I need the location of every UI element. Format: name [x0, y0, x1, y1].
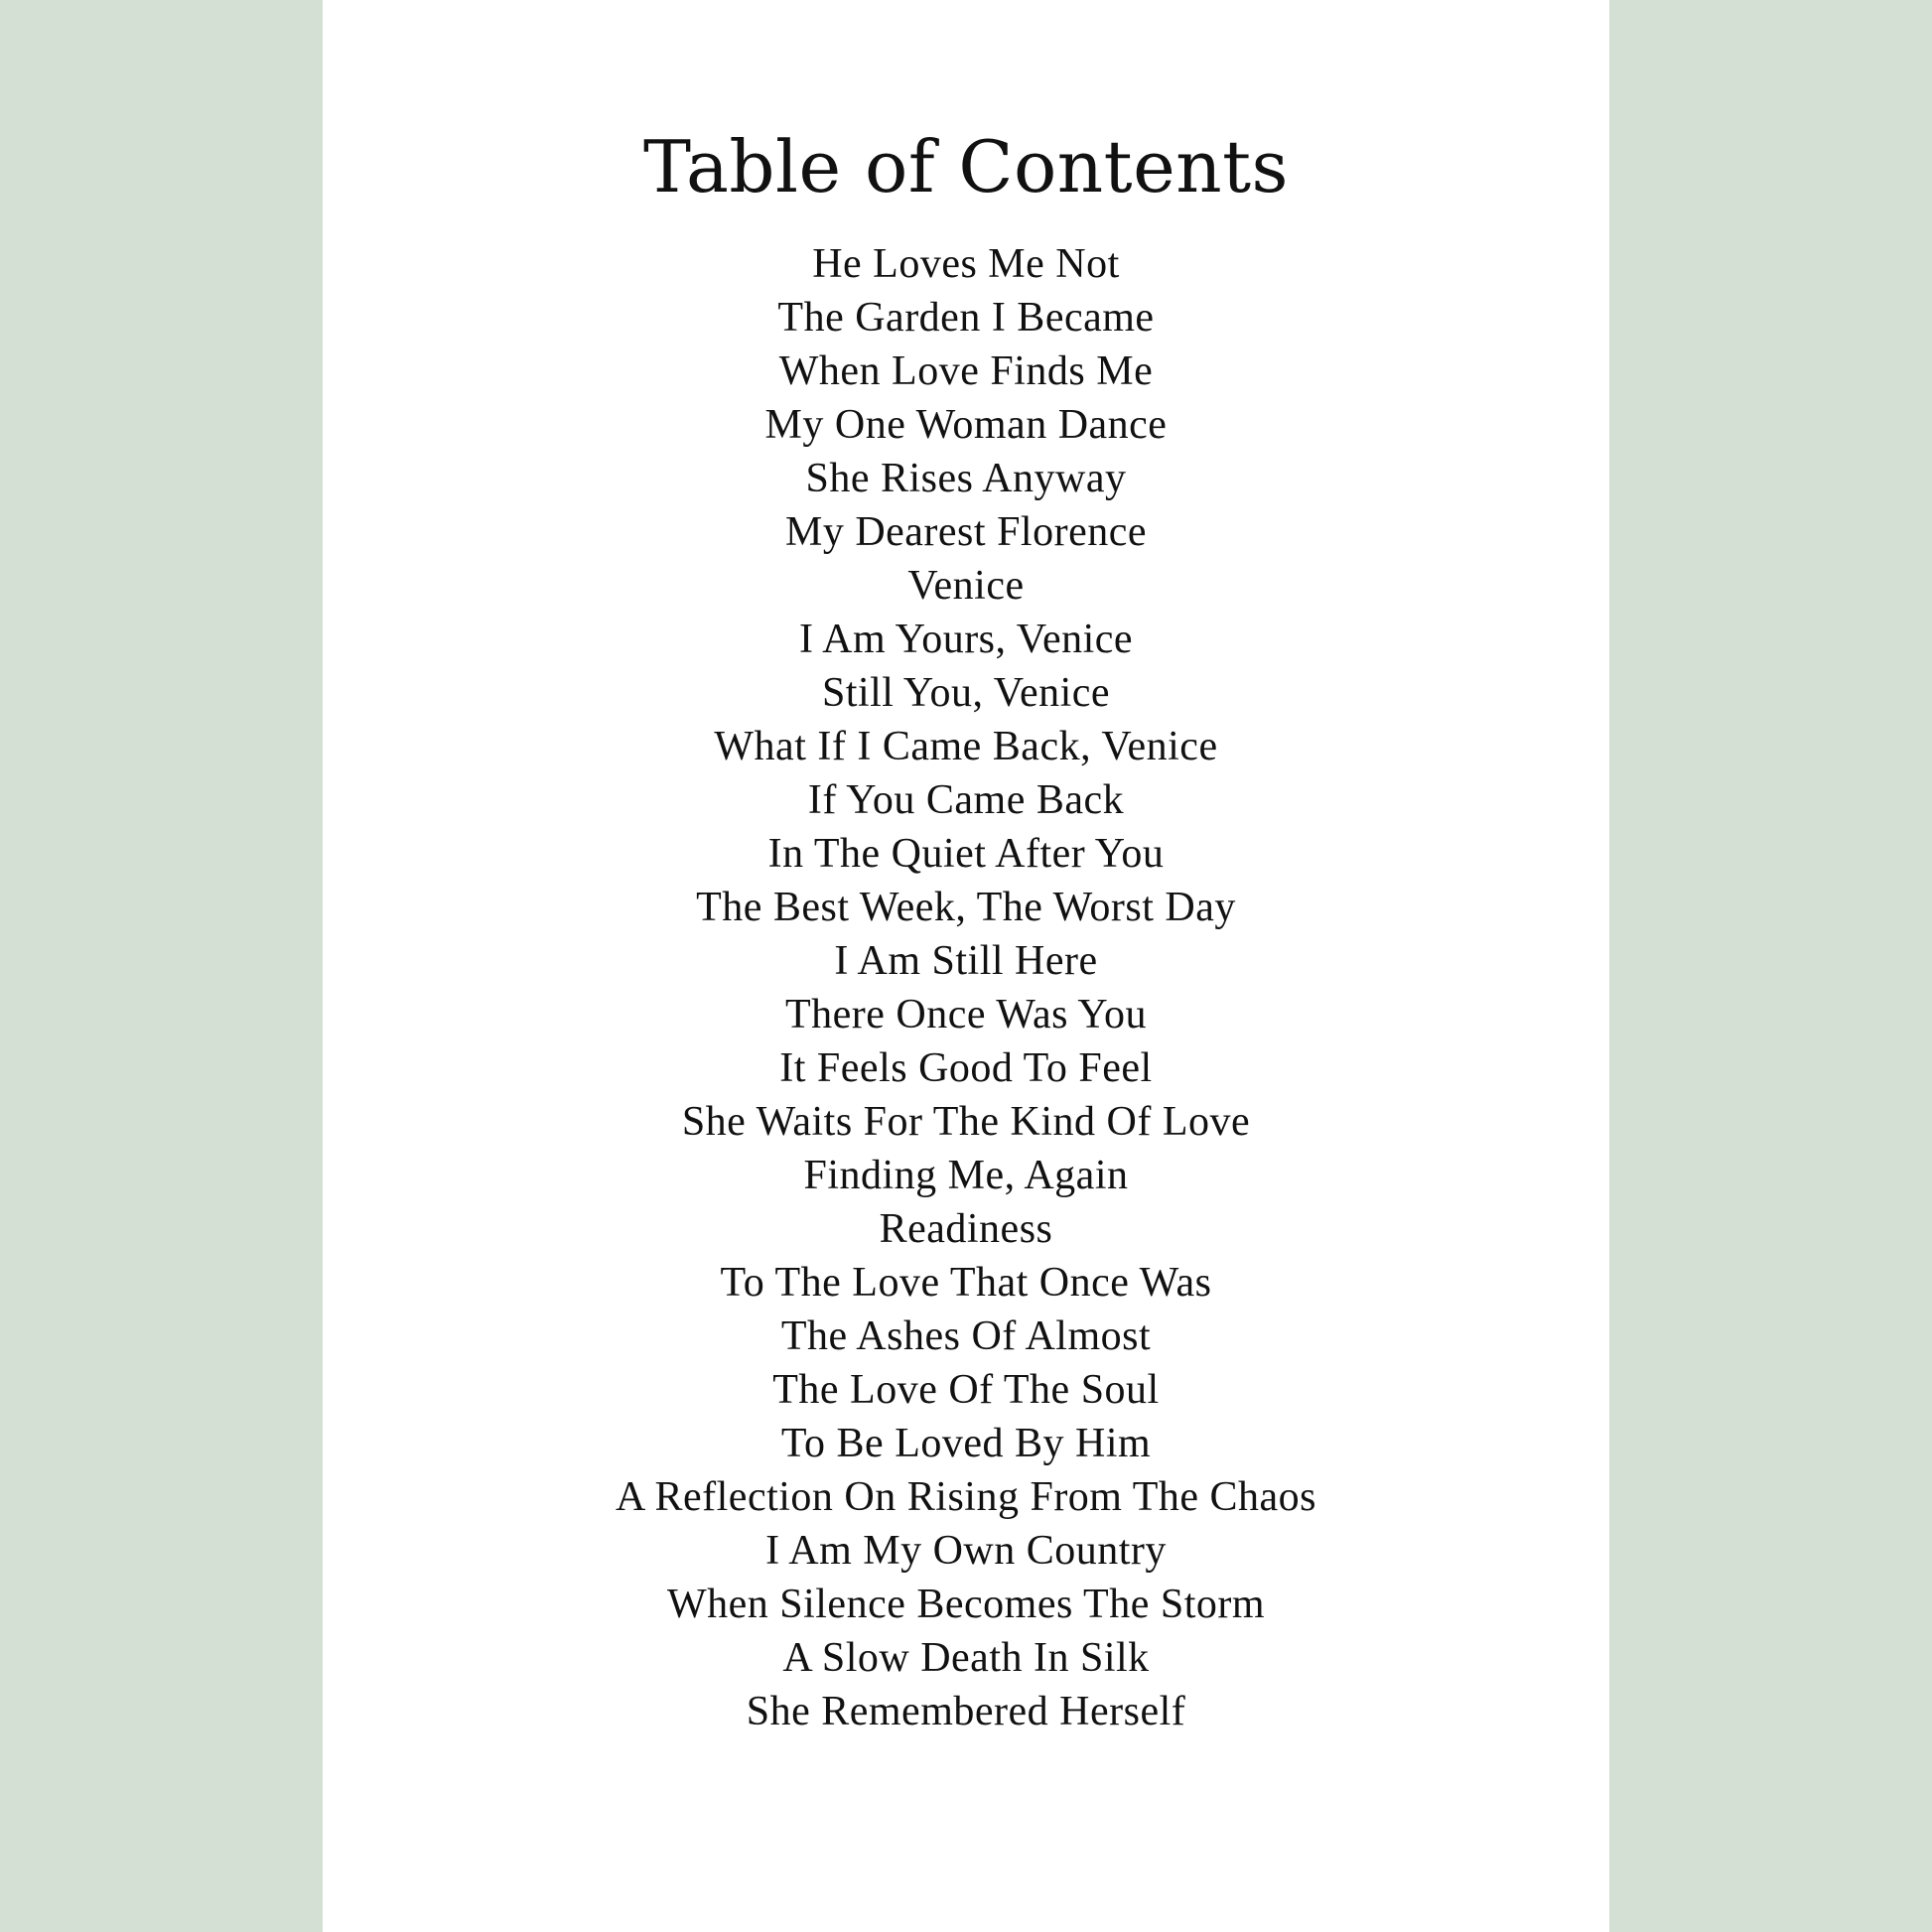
toc-entry: A Slow Death In Silk — [782, 1635, 1150, 1681]
toc-entry: She Waits For The Kind Of Love — [681, 1099, 1251, 1145]
toc-entry: When Silence Becomes The Storm — [666, 1582, 1266, 1627]
toc-entry: My Dearest Florence — [784, 509, 1148, 555]
toc-entry: There Once Was You — [784, 992, 1148, 1037]
page-title: Table of Contents — [643, 125, 1289, 208]
toc-entry: To Be Loved By Him — [780, 1421, 1152, 1466]
toc-entry: Readiness — [879, 1206, 1053, 1252]
toc-entry: What If I Came Back, Venice — [714, 724, 1218, 769]
toc-entry: It Feels Good To Feel — [779, 1045, 1153, 1091]
toc-entry: She Rises Anyway — [805, 456, 1127, 501]
toc-entry: Still You, Venice — [821, 670, 1111, 716]
toc-entry: My One Woman Dance — [764, 402, 1168, 448]
toc-entry: He Loves Me Not — [812, 241, 1120, 287]
toc-entry: The Ashes Of Almost — [780, 1313, 1152, 1359]
toc-entry: In The Quiet After You — [767, 831, 1165, 877]
document-page — [323, 0, 1609, 1932]
toc-entry: I Am Yours, Venice — [798, 617, 1134, 662]
toc-entry: Finding Me, Again — [803, 1153, 1129, 1198]
toc-entry: The Love Of The Soul — [772, 1367, 1160, 1413]
toc-entry: She Remembered Herself — [746, 1689, 1186, 1734]
toc-entry: If You Came Back — [807, 777, 1125, 823]
toc-entry: The Best Week, The Worst Day — [696, 885, 1236, 930]
toc-entry: I Am My Own Country — [765, 1528, 1167, 1574]
toc-entry: When Love Finds Me — [778, 348, 1154, 394]
toc-entry: A Reflection On Rising From The Chaos — [615, 1474, 1317, 1520]
toc-entry: To The Love That Once Was — [720, 1260, 1212, 1306]
toc-entry: Venice — [907, 563, 1025, 609]
toc-entry: I Am Still Here — [834, 938, 1098, 984]
table-of-contents-list — [323, 237, 1609, 1738]
toc-entry: The Garden I Became — [777, 295, 1155, 341]
